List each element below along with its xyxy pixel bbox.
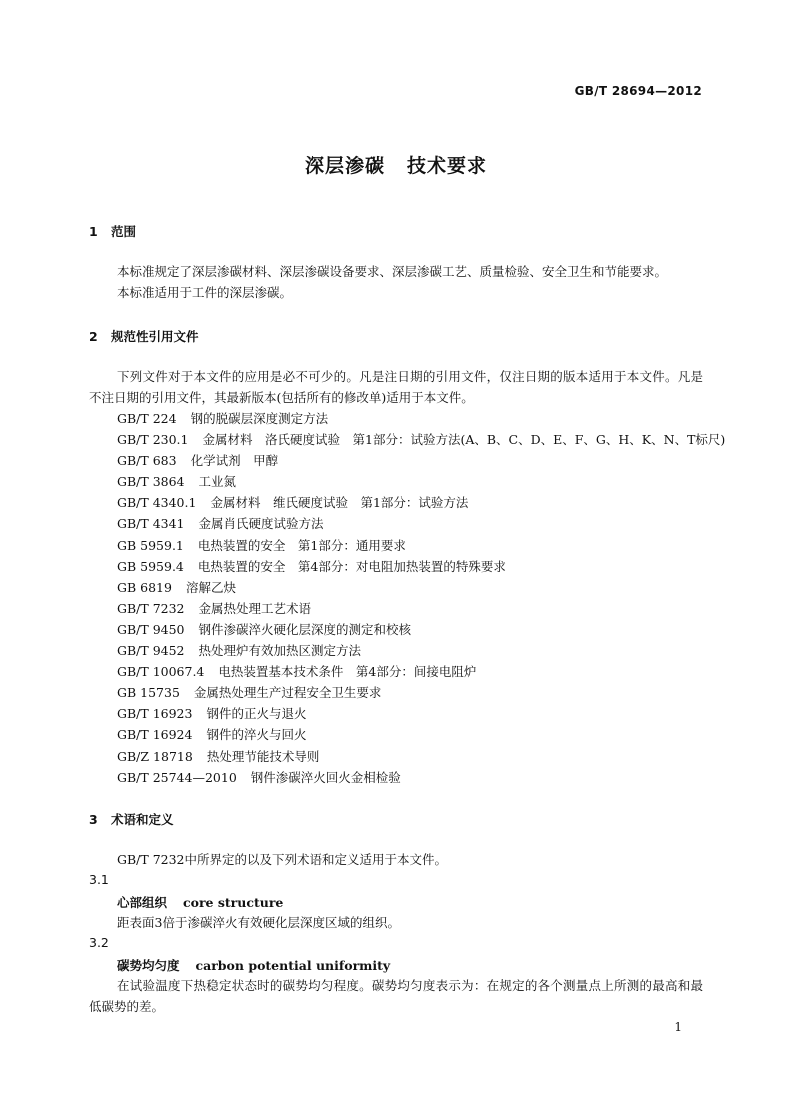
section-heading-normative-references	[89, 327, 199, 345]
list-item	[117, 535, 725, 556]
list-item	[117, 767, 725, 788]
page-number: 1	[674, 1020, 682, 1034]
reference-title: 热处理节能技术导则	[206, 748, 320, 764]
reference-title: 金属材料 洛氏硬度试验 第1部分：试验方法(A、B、C、D、E、F、G、H、K、N、T标尺)	[202, 432, 726, 448]
list-item	[117, 577, 725, 598]
reference-title: 电热装置的安全 第4部分：对电阻加热装置的特殊要求	[197, 558, 506, 574]
list-item	[117, 640, 725, 661]
reference-code: GB/T 10067.4	[117, 664, 205, 680]
reference-code: GB/T 25744—2010	[117, 769, 237, 785]
list-item	[117, 661, 725, 682]
term-zh: 心部组织	[117, 895, 168, 910]
section-heading-terms-definitions	[89, 810, 174, 828]
reference-title: 金属材料 维氏硬度试验 第1部分：试验方法	[210, 495, 469, 511]
reference-code: GB 15735	[117, 685, 180, 701]
title-part-2: 技术要求	[407, 155, 488, 177]
reference-title: 钢件渗碳淬火硬化层深度的测定和校核	[198, 621, 412, 637]
list-item	[117, 492, 725, 513]
term-en: carbon potential uniformity	[195, 958, 391, 973]
reference-code: GB/T 224	[117, 411, 177, 426]
reference-code: GB/T 683	[117, 453, 177, 469]
reference-code: GB/T 9450	[117, 621, 185, 637]
reference-code: GB 6819	[117, 579, 172, 595]
reference-code: GB 5959.1	[117, 537, 184, 553]
clause-number-3-1: 3.1	[89, 872, 109, 887]
reference-code: GB/T 230.1	[117, 432, 189, 448]
list-item	[117, 598, 725, 619]
section-number: 1	[89, 224, 98, 239]
list-item	[117, 619, 725, 640]
reference-title: 钢件的正火与退火	[206, 706, 307, 722]
reference-code: GB/Z 18718	[117, 748, 193, 764]
list-item	[117, 556, 725, 577]
term-core-structure	[117, 893, 283, 911]
reference-code: GB 5959.4	[117, 558, 184, 574]
term-zh: 碳势均匀度	[117, 958, 180, 973]
section-number: 2	[89, 329, 98, 344]
reference-title: 工业氮	[198, 474, 237, 490]
reference-title: 电热装置基本技术条件 第4部分：间接电阻炉	[218, 664, 477, 680]
reference-title: 溶解乙炔	[185, 579, 236, 595]
reference-title: 电热装置的安全 第1部分：通用要求	[197, 537, 406, 553]
terms-intro: GB/T 7232中所界定的以及下列术语和定义适用于本文件。	[117, 852, 448, 867]
reference-title: 金属热处理工艺术语	[198, 600, 312, 616]
section-heading-scope	[89, 222, 136, 240]
reference-title: 钢的脱碳层深度测定方法	[190, 411, 329, 426]
reference-code: GB/T 4341	[117, 516, 185, 532]
standard-number: GB/T 28694—2012	[574, 84, 702, 98]
list-item	[117, 724, 725, 745]
reference-code: GB/T 3864	[117, 474, 185, 490]
reference-title: 钢件渗碳淬火回火金相检验	[250, 769, 401, 785]
reference-code: GB/T 9452	[117, 643, 185, 659]
section-title: 规范性引用文件	[111, 329, 199, 344]
title-part-1: 深层渗碳	[304, 155, 385, 177]
reference-code: GB/T 4340.1	[117, 495, 197, 511]
list-item	[117, 471, 725, 492]
list-item	[117, 746, 725, 767]
reference-code: GB/T 16924	[117, 727, 193, 743]
term-carbon-potential-uniformity	[117, 956, 390, 974]
list-item	[117, 429, 725, 450]
reference-list	[117, 408, 725, 788]
reference-code: GB/T 7232	[117, 600, 185, 616]
list-item	[117, 703, 725, 724]
list-item	[117, 513, 725, 534]
reference-code: GB/T 16923	[117, 706, 193, 722]
list-item	[117, 450, 725, 471]
term-en: core structure	[183, 895, 284, 910]
term-definition: 距表面3倍于渗碳淬火有效硬化层深度区域的组织。	[117, 915, 400, 930]
section-title: 术语和定义	[111, 812, 174, 827]
reference-title: 热处理炉有效加热区测定方法	[198, 643, 362, 659]
reference-title: 金属肖氏硬度试验方法	[198, 516, 324, 532]
references-intro: 下列文件对于本文件的应用是必不可少的。凡是注日期的引用文件，仅注日期的版本适用于本文件。凡是不注日期的引用文件，其最新版本(包括所有的修改单)适用于本文件。	[89, 369, 703, 405]
list-item	[117, 682, 725, 703]
section-number: 3	[89, 812, 98, 827]
term-definition: 在试验温度下热稳定状态时的碳势均匀程度。碳势均匀度表示为：在规定的各个测量点上所测的最高和最低碳势的差。	[89, 978, 703, 1014]
list-item	[117, 408, 725, 429]
scope-paragraph-2: 本标准适用于工件的深层渗碳。	[117, 285, 293, 300]
reference-title: 钢件的淬火与回火	[206, 727, 307, 743]
section-title: 范围	[111, 224, 137, 239]
reference-title: 金属热处理生产过程安全卫生要求	[193, 685, 382, 701]
document-title	[0, 151, 792, 178]
reference-title: 化学试剂 甲醇	[190, 453, 279, 469]
clause-number-3-2: 3.2	[89, 935, 109, 950]
scope-paragraph-1: 本标准规定了深层渗碳材料、深层渗碳设备要求、深层渗碳工艺、质量检验、安全卫生和节能要求。	[117, 264, 668, 279]
